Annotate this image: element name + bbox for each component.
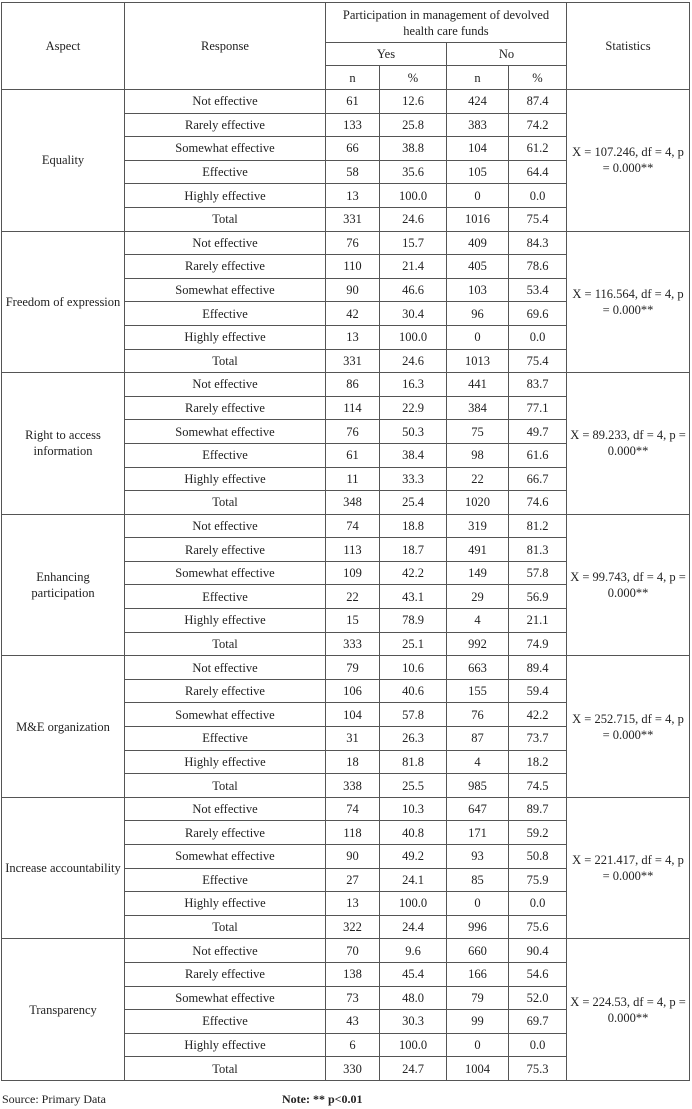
yes-pct-cell: 78.9 [380, 609, 447, 633]
table-row [2, 656, 690, 680]
no-n-cell: 409 [447, 231, 509, 255]
yes-n-cell: 104 [326, 703, 380, 727]
yes-pct-cell: 30.4 [380, 302, 447, 326]
no-pct-cell: 18.2 [509, 750, 567, 774]
no-pct-cell: 89.4 [509, 656, 567, 680]
response-cell: Total [125, 632, 326, 656]
yes-n-cell: 333 [326, 632, 380, 656]
no-n-cell: 992 [447, 632, 509, 656]
no-n-cell: 155 [447, 679, 509, 703]
no-n-cell: 663 [447, 656, 509, 680]
no-n-cell: 491 [447, 538, 509, 562]
response-cell: Somewhat effective [125, 561, 326, 585]
yes-pct-cell: 40.8 [380, 821, 447, 845]
yes-pct-cell: 38.8 [380, 137, 447, 161]
yes-n-cell: 79 [326, 656, 380, 680]
response-cell: Not effective [125, 90, 326, 114]
no-n-cell: 29 [447, 585, 509, 609]
response-cell: Highly effective [125, 609, 326, 633]
response-cell: Not effective [125, 373, 326, 397]
no-pct-cell: 84.3 [509, 231, 567, 255]
response-cell: Effective [125, 727, 326, 751]
header-aspect: Aspect [2, 3, 125, 90]
no-n-cell: 996 [447, 915, 509, 939]
no-pct-cell: 21.1 [509, 609, 567, 633]
yes-pct-cell: 49.2 [380, 845, 447, 869]
yes-pct-cell: 10.6 [380, 656, 447, 680]
yes-n-cell: 42 [326, 302, 380, 326]
yes-n-cell: 118 [326, 821, 380, 845]
yes-pct-cell: 24.6 [380, 207, 447, 231]
yes-pct-cell: 35.6 [380, 160, 447, 184]
table-row [2, 373, 690, 397]
no-n-cell: 4 [447, 750, 509, 774]
statistic-cell: X = 116.564, df = 4, p = 0.000** [567, 231, 690, 373]
response-cell: Total [125, 1057, 326, 1081]
no-pct-cell: 53.4 [509, 278, 567, 302]
no-pct-cell: 74.6 [509, 491, 567, 515]
no-n-cell: 22 [447, 467, 509, 491]
no-n-cell: 96 [447, 302, 509, 326]
no-pct-cell: 49.7 [509, 420, 567, 444]
response-cell: Rarely effective [125, 113, 326, 137]
no-pct-cell: 69.7 [509, 1010, 567, 1034]
yes-n-cell: 74 [326, 797, 380, 821]
yes-pct-cell: 24.7 [380, 1057, 447, 1081]
response-cell: Not effective [125, 514, 326, 538]
no-n-cell: 104 [447, 137, 509, 161]
yes-n-cell: 110 [326, 255, 380, 279]
header-no-pct: % [509, 66, 567, 90]
no-n-cell: 0 [447, 1033, 509, 1057]
aspect-cell: Equality [2, 90, 125, 232]
yes-n-cell: 22 [326, 585, 380, 609]
header-no: No [447, 43, 567, 66]
no-n-cell: 98 [447, 443, 509, 467]
yes-pct-cell: 42.2 [380, 561, 447, 585]
no-n-cell: 383 [447, 113, 509, 137]
response-cell: Highly effective [125, 184, 326, 208]
yes-pct-cell: 26.3 [380, 727, 447, 751]
no-n-cell: 424 [447, 90, 509, 114]
response-cell: Effective [125, 160, 326, 184]
response-cell: Not effective [125, 797, 326, 821]
header-participation: Participation in management of devolved health care funds [326, 3, 567, 43]
response-cell: Total [125, 774, 326, 798]
yes-pct-cell: 25.5 [380, 774, 447, 798]
aspect-cell: Transparency [2, 939, 125, 1081]
yes-pct-cell: 100.0 [380, 325, 447, 349]
header-yes-pct: % [380, 66, 447, 90]
yes-n-cell: 114 [326, 396, 380, 420]
no-pct-cell: 0.0 [509, 892, 567, 916]
yes-pct-cell: 18.8 [380, 514, 447, 538]
no-n-cell: 103 [447, 278, 509, 302]
response-cell: Not effective [125, 231, 326, 255]
aspect-cell: Enhancing participation [2, 514, 125, 656]
yes-pct-cell: 18.7 [380, 538, 447, 562]
no-pct-cell: 52.0 [509, 986, 567, 1010]
no-pct-cell: 90.4 [509, 939, 567, 963]
yes-n-cell: 338 [326, 774, 380, 798]
no-pct-cell: 75.6 [509, 915, 567, 939]
yes-n-cell: 331 [326, 349, 380, 373]
response-cell: Total [125, 915, 326, 939]
no-pct-cell: 74.9 [509, 632, 567, 656]
no-pct-cell: 56.9 [509, 585, 567, 609]
yes-pct-cell: 22.9 [380, 396, 447, 420]
yes-n-cell: 138 [326, 962, 380, 986]
response-cell: Somewhat effective [125, 137, 326, 161]
no-n-cell: 93 [447, 845, 509, 869]
no-pct-cell: 75.9 [509, 868, 567, 892]
yes-n-cell: 76 [326, 420, 380, 444]
response-cell: Rarely effective [125, 538, 326, 562]
yes-n-cell: 322 [326, 915, 380, 939]
response-cell: Total [125, 491, 326, 515]
no-n-cell: 405 [447, 255, 509, 279]
response-cell: Effective [125, 1010, 326, 1034]
yes-n-cell: 90 [326, 278, 380, 302]
no-n-cell: 4 [447, 609, 509, 633]
no-n-cell: 149 [447, 561, 509, 585]
no-pct-cell: 61.2 [509, 137, 567, 161]
response-cell: Effective [125, 302, 326, 326]
yes-n-cell: 27 [326, 868, 380, 892]
yes-pct-cell: 38.4 [380, 443, 447, 467]
response-cell: Rarely effective [125, 396, 326, 420]
yes-pct-cell: 21.4 [380, 255, 447, 279]
results-table [1, 2, 690, 1081]
yes-pct-cell: 33.3 [380, 467, 447, 491]
yes-pct-cell: 46.6 [380, 278, 447, 302]
yes-n-cell: 15 [326, 609, 380, 633]
yes-pct-cell: 10.3 [380, 797, 447, 821]
yes-n-cell: 73 [326, 986, 380, 1010]
yes-pct-cell: 15.7 [380, 231, 447, 255]
no-pct-cell: 75.4 [509, 349, 567, 373]
response-cell: Effective [125, 585, 326, 609]
yes-n-cell: 76 [326, 231, 380, 255]
yes-n-cell: 13 [326, 325, 380, 349]
no-n-cell: 1004 [447, 1057, 509, 1081]
yes-n-cell: 70 [326, 939, 380, 963]
yes-pct-cell: 25.8 [380, 113, 447, 137]
yes-n-cell: 58 [326, 160, 380, 184]
yes-n-cell: 331 [326, 207, 380, 231]
no-pct-cell: 81.3 [509, 538, 567, 562]
table-row [2, 797, 690, 821]
no-pct-cell: 54.6 [509, 962, 567, 986]
no-pct-cell: 0.0 [509, 184, 567, 208]
header-response: Response [125, 3, 326, 90]
yes-pct-cell: 40.6 [380, 679, 447, 703]
no-pct-cell: 66.7 [509, 467, 567, 491]
yes-n-cell: 90 [326, 845, 380, 869]
response-cell: Not effective [125, 656, 326, 680]
response-cell: Not effective [125, 939, 326, 963]
response-cell: Highly effective [125, 467, 326, 491]
response-cell: Highly effective [125, 1033, 326, 1057]
response-cell: Rarely effective [125, 821, 326, 845]
yes-pct-cell: 100.0 [380, 184, 447, 208]
statistic-cell: X = 224.53, df = 4, p = 0.000** [567, 939, 690, 1081]
no-pct-cell: 75.3 [509, 1057, 567, 1081]
yes-n-cell: 74 [326, 514, 380, 538]
no-n-cell: 79 [447, 986, 509, 1010]
no-n-cell: 87 [447, 727, 509, 751]
yes-n-cell: 113 [326, 538, 380, 562]
yes-pct-cell: 57.8 [380, 703, 447, 727]
no-n-cell: 319 [447, 514, 509, 538]
no-pct-cell: 59.2 [509, 821, 567, 845]
statistic-cell: X = 252.715, df = 4, p = 0.000** [567, 656, 690, 798]
table-row [2, 231, 690, 255]
yes-n-cell: 348 [326, 491, 380, 515]
header-yes-n: n [326, 66, 380, 90]
yes-n-cell: 11 [326, 467, 380, 491]
yes-n-cell: 109 [326, 561, 380, 585]
aspect-cell: Freedom of expression [2, 231, 125, 373]
yes-n-cell: 13 [326, 184, 380, 208]
no-n-cell: 0 [447, 325, 509, 349]
yes-pct-cell: 24.4 [380, 915, 447, 939]
no-pct-cell: 73.7 [509, 727, 567, 751]
yes-n-cell: 133 [326, 113, 380, 137]
response-cell: Somewhat effective [125, 420, 326, 444]
header-yes: Yes [326, 43, 447, 66]
aspect-cell: M&E organization [2, 656, 125, 798]
no-pct-cell: 42.2 [509, 703, 567, 727]
yes-pct-cell: 81.8 [380, 750, 447, 774]
no-pct-cell: 74.5 [509, 774, 567, 798]
response-cell: Total [125, 349, 326, 373]
no-pct-cell: 75.4 [509, 207, 567, 231]
no-n-cell: 85 [447, 868, 509, 892]
no-n-cell: 1020 [447, 491, 509, 515]
response-cell: Effective [125, 868, 326, 892]
yes-pct-cell: 9.6 [380, 939, 447, 963]
significance-note: Note: ** p<0.01 [282, 1092, 363, 1106]
response-cell: Somewhat effective [125, 278, 326, 302]
table-footer [2, 1090, 690, 1108]
yes-n-cell: 106 [326, 679, 380, 703]
no-pct-cell: 78.6 [509, 255, 567, 279]
yes-n-cell: 18 [326, 750, 380, 774]
no-pct-cell: 57.8 [509, 561, 567, 585]
response-cell: Highly effective [125, 325, 326, 349]
yes-pct-cell: 12.6 [380, 90, 447, 114]
no-n-cell: 105 [447, 160, 509, 184]
yes-pct-cell: 48.0 [380, 986, 447, 1010]
no-pct-cell: 61.6 [509, 443, 567, 467]
aspect-cell: Increase accountability [2, 797, 125, 939]
statistic-cell: X = 99.743, df = 4, p = 0.000** [567, 514, 690, 656]
no-pct-cell: 0.0 [509, 1033, 567, 1057]
no-n-cell: 0 [447, 892, 509, 916]
response-cell: Highly effective [125, 750, 326, 774]
no-pct-cell: 59.4 [509, 679, 567, 703]
no-n-cell: 171 [447, 821, 509, 845]
no-n-cell: 76 [447, 703, 509, 727]
response-cell: Somewhat effective [125, 703, 326, 727]
no-n-cell: 1013 [447, 349, 509, 373]
yes-n-cell: 31 [326, 727, 380, 751]
yes-n-cell: 43 [326, 1010, 380, 1034]
no-n-cell: 166 [447, 962, 509, 986]
yes-n-cell: 66 [326, 137, 380, 161]
yes-pct-cell: 16.3 [380, 373, 447, 397]
no-n-cell: 384 [447, 396, 509, 420]
response-cell: Highly effective [125, 892, 326, 916]
response-cell: Effective [125, 443, 326, 467]
no-n-cell: 1016 [447, 207, 509, 231]
no-n-cell: 0 [447, 184, 509, 208]
no-pct-cell: 83.7 [509, 373, 567, 397]
statistic-cell: X = 89.233, df = 4, p = 0.000** [567, 373, 690, 515]
table-row [2, 90, 690, 114]
yes-pct-cell: 100.0 [380, 1033, 447, 1057]
no-pct-cell: 69.6 [509, 302, 567, 326]
yes-pct-cell: 43.1 [380, 585, 447, 609]
table-row [2, 939, 690, 963]
response-cell: Rarely effective [125, 255, 326, 279]
yes-pct-cell: 24.1 [380, 868, 447, 892]
source-note: Source: Primary Data [2, 1092, 106, 1106]
no-n-cell: 647 [447, 797, 509, 821]
response-cell: Somewhat effective [125, 845, 326, 869]
header-statistics: Statistics [567, 3, 690, 90]
no-pct-cell: 77.1 [509, 396, 567, 420]
yes-pct-cell: 24.6 [380, 349, 447, 373]
response-cell: Rarely effective [125, 962, 326, 986]
no-pct-cell: 64.4 [509, 160, 567, 184]
yes-n-cell: 86 [326, 373, 380, 397]
response-cell: Rarely effective [125, 679, 326, 703]
no-n-cell: 75 [447, 420, 509, 444]
yes-pct-cell: 25.1 [380, 632, 447, 656]
table-body [2, 90, 690, 1081]
response-cell: Somewhat effective [125, 986, 326, 1010]
yes-pct-cell: 100.0 [380, 892, 447, 916]
statistic-cell: X = 107.246, df = 4, p = 0.000** [567, 90, 690, 232]
yes-n-cell: 330 [326, 1057, 380, 1081]
yes-n-cell: 61 [326, 90, 380, 114]
yes-n-cell: 13 [326, 892, 380, 916]
yes-n-cell: 61 [326, 443, 380, 467]
no-pct-cell: 81.2 [509, 514, 567, 538]
header-no-n: n [447, 66, 509, 90]
no-pct-cell: 0.0 [509, 325, 567, 349]
no-pct-cell: 89.7 [509, 797, 567, 821]
no-pct-cell: 50.8 [509, 845, 567, 869]
no-pct-cell: 74.2 [509, 113, 567, 137]
yes-n-cell: 6 [326, 1033, 380, 1057]
yes-pct-cell: 50.3 [380, 420, 447, 444]
no-n-cell: 985 [447, 774, 509, 798]
no-pct-cell: 87.4 [509, 90, 567, 114]
no-n-cell: 660 [447, 939, 509, 963]
response-cell: Total [125, 207, 326, 231]
statistic-cell: X = 221.417, df = 4, p = 0.000** [567, 797, 690, 939]
aspect-cell: Right to access information [2, 373, 125, 515]
yes-pct-cell: 45.4 [380, 962, 447, 986]
yes-pct-cell: 30.3 [380, 1010, 447, 1034]
table-row [2, 514, 690, 538]
no-n-cell: 99 [447, 1010, 509, 1034]
yes-pct-cell: 25.4 [380, 491, 447, 515]
no-n-cell: 441 [447, 373, 509, 397]
